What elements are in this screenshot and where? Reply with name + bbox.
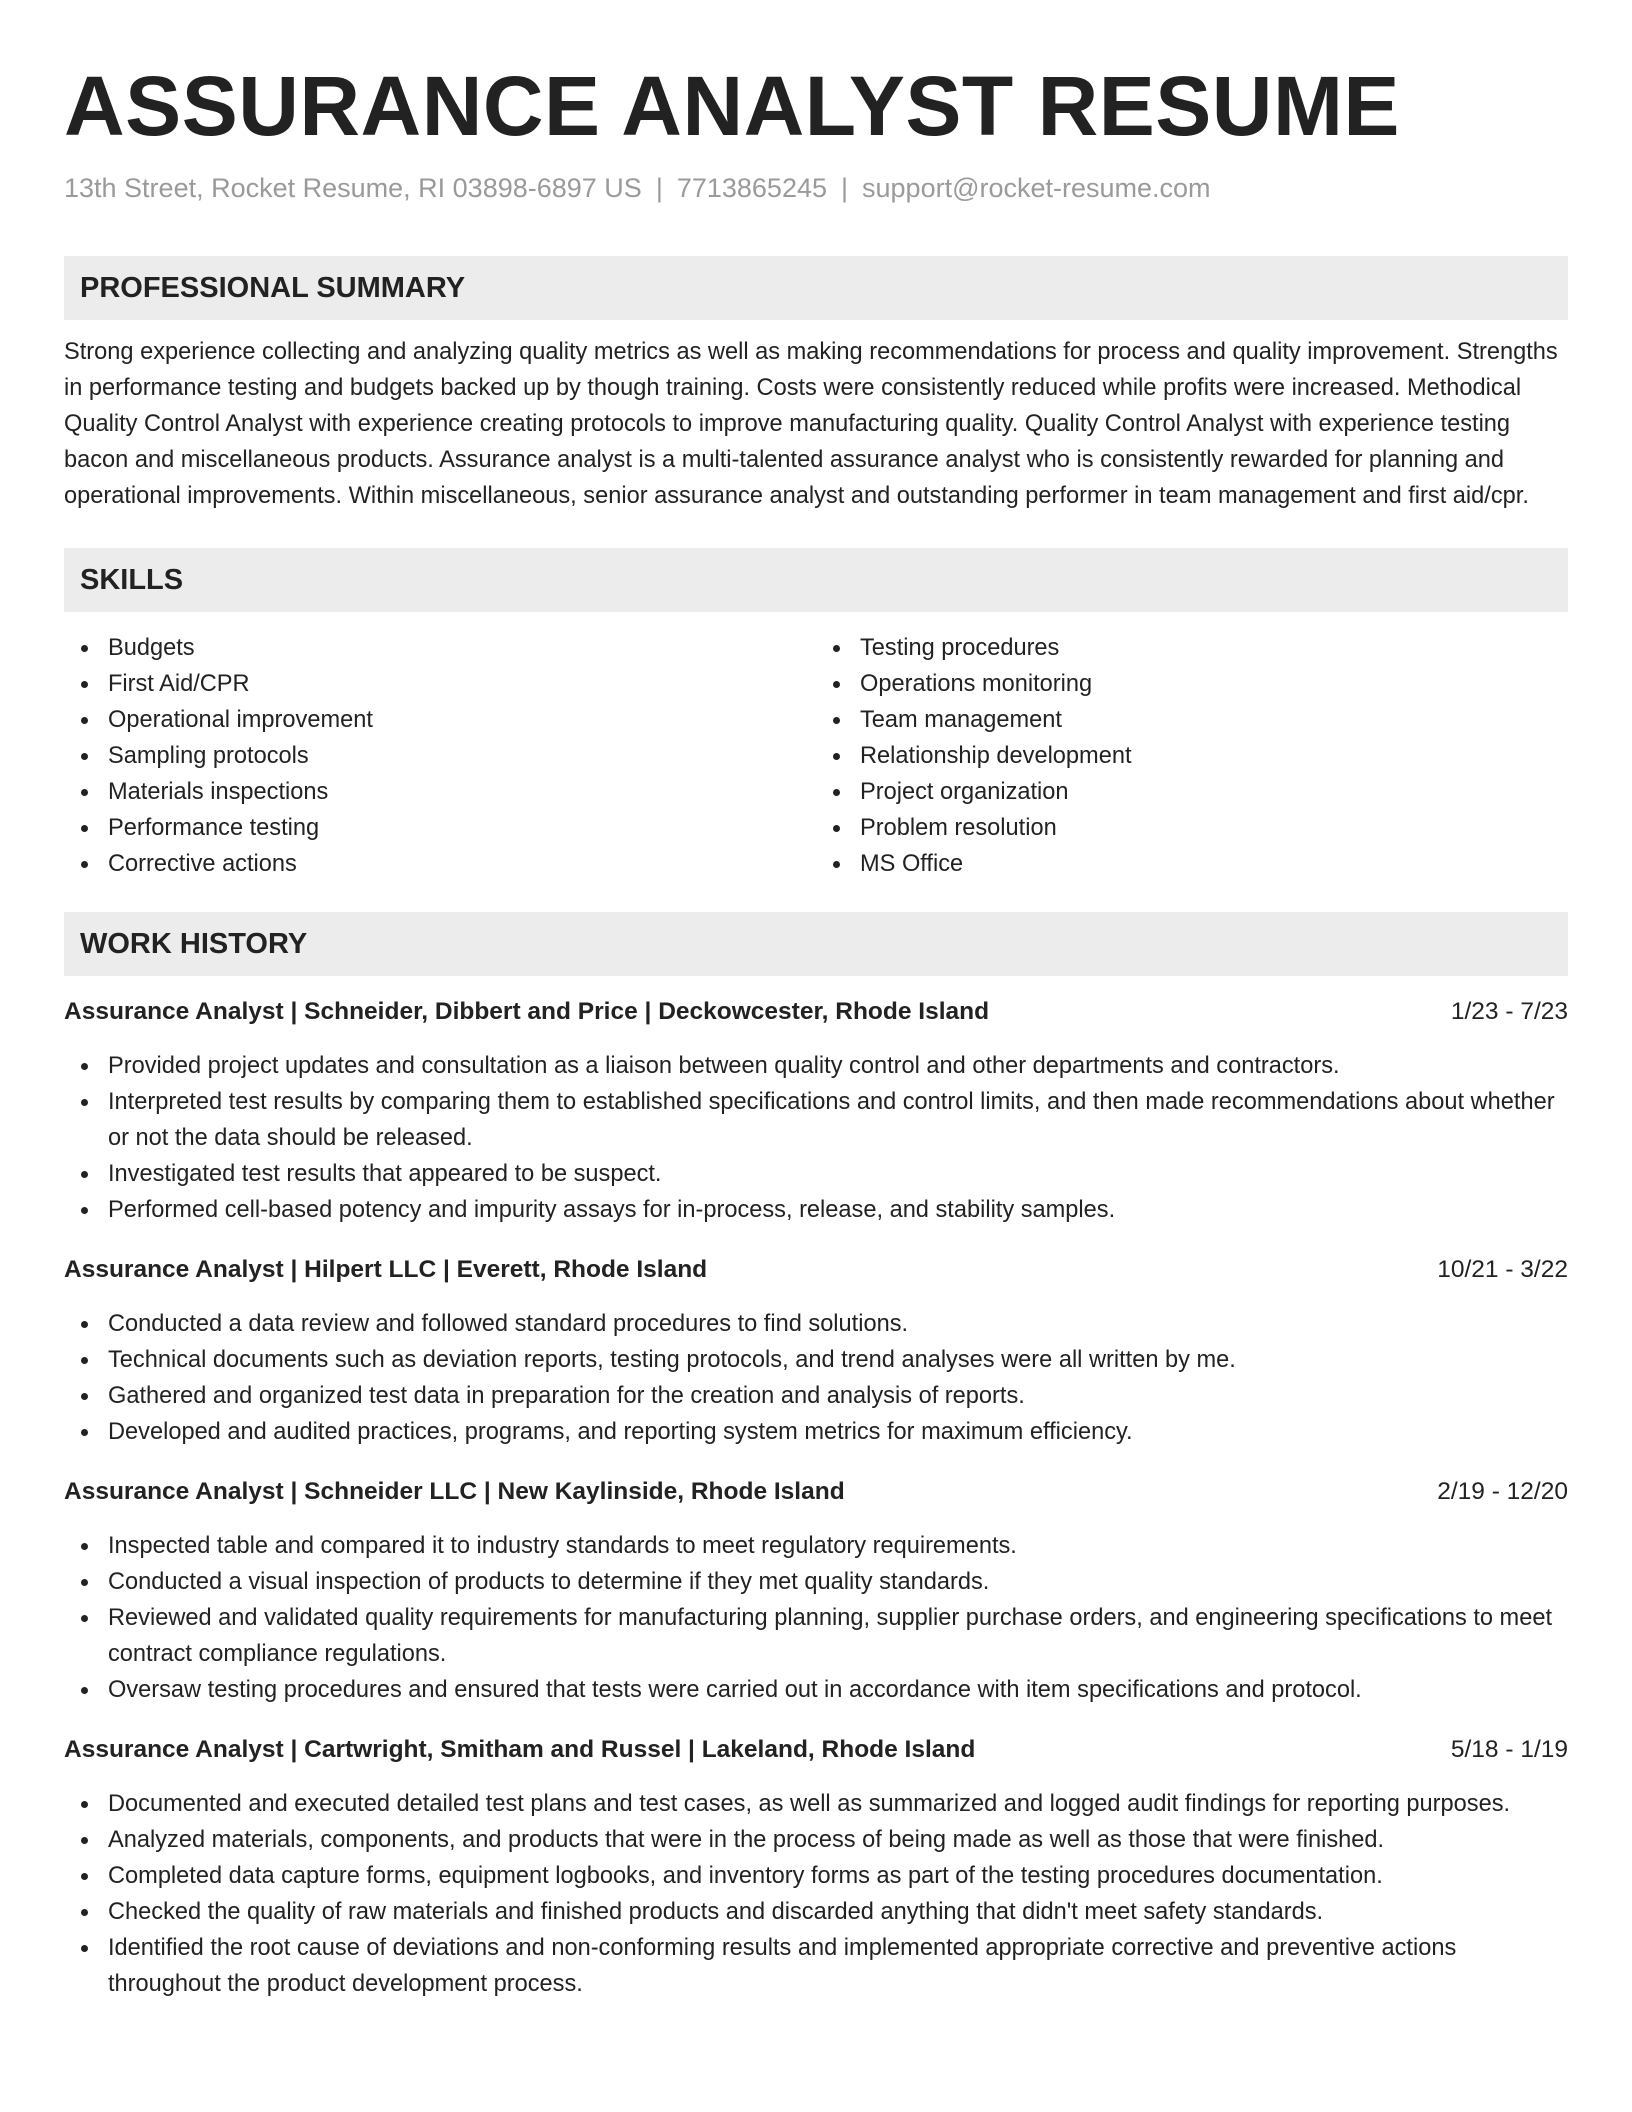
job-entry: [64, 1474, 1568, 1708]
skills-heading: SKILLS: [64, 548, 1568, 612]
job-entry: [64, 994, 1568, 1228]
contact-address: 13th Street, Rocket Resume, RI 03898-6897 US: [64, 173, 642, 203]
job-title: Assurance Analyst | Cartwright, Smitham and Russel | Lakeland, Rhode Island: [64, 1736, 976, 1763]
job-title: Assurance Analyst | Schneider LLC | New Kaylinside, Rhode Island: [64, 1478, 845, 1505]
job-dates: 2/19 - 12/20: [1437, 1478, 1568, 1505]
job-bullet: Oversaw testing procedures and ensured that tests were carried out in accordance with item specifications and protocol.: [64, 1672, 1568, 1708]
job-header: [64, 1252, 1568, 1288]
job-bullet: Technical documents such as deviation reports, testing protocols, and trend analyses were all written by me.: [64, 1342, 1568, 1378]
job-bullet: Investigated test results that appeared to be suspect.: [64, 1156, 1568, 1192]
skill-item: Problem resolution: [860, 810, 1568, 846]
job-bullet: Checked the quality of raw materials and finished products and discarded anything that didn't meet safety standards.: [64, 1894, 1568, 1930]
skill-item: Relationship development: [860, 738, 1568, 774]
skill-item: Performance testing: [108, 810, 816, 846]
contact-line: [64, 170, 1568, 206]
job-dates: 5/18 - 1/19: [1450, 1736, 1568, 1763]
job-bullet: Reviewed and validated quality requirements for manufacturing planning, supplier purchase orders, and engineering specifications to meet contract compliance regulations.: [64, 1600, 1568, 1672]
job-title: Assurance Analyst | Schneider, Dibbert and Price | Deckowcester, Rhode Island: [64, 998, 990, 1025]
contact-email: support@rocket-resume.com: [862, 173, 1211, 203]
contact-separator: |: [655, 173, 663, 203]
skills-column-left: [64, 630, 816, 882]
skill-item: Project organization: [860, 774, 1568, 810]
job-header: [64, 1474, 1568, 1510]
job-bullets: [64, 1048, 1568, 1228]
skill-item: Budgets: [108, 630, 816, 666]
job-header: [64, 994, 1568, 1030]
job-entry: [64, 1252, 1568, 1450]
job-bullets: [64, 1306, 1568, 1450]
job-bullet: Gathered and organized test data in preparation for the creation and analysis of reports.: [64, 1378, 1568, 1414]
skills-column-right: [816, 630, 1568, 882]
contact-phone: 7713865245: [676, 173, 827, 203]
skills-list: [64, 630, 1568, 882]
summary-text: Strong experience collecting and analyzing quality metrics as well as making recommendations for process and quality improvement. Strengths in performance testing and budgets backed up by though training. Costs were consistently reduced while profits were increased. Methodical Quality Control Analyst with experience creating protocols to improve manufacturing quality. Quality Control Analyst with experience testing bacon and miscellaneous products. Assurance analyst is a multi-talented assurance analyst who is consistently rewarded for planning and operational improvements. Within miscellaneous, senior assurance analyst and outstanding performer in team management and first aid/cpr.: [64, 339, 1558, 509]
job-bullet: Conducted a data review and followed standard procedures to find solutions.: [64, 1306, 1568, 1342]
work-history-heading: WORK HISTORY: [64, 912, 1568, 976]
resume-page: [64, 0, 1568, 2002]
job-bullet: Performed cell-based potency and impurity assays for in-process, release, and stability samples.: [64, 1192, 1568, 1228]
job-header: [64, 1732, 1568, 1768]
job-bullet: Documented and executed detailed test plans and test cases, as well as summarized and logged audit findings for reporting purposes.: [64, 1786, 1568, 1822]
job-dates: 1/23 - 7/23: [1450, 998, 1568, 1025]
skill-item: MS Office: [860, 846, 1568, 882]
resume-title: ASSURANCE ANALYST RESUME: [64, 59, 1400, 153]
skill-item: Team management: [860, 702, 1568, 738]
job-bullet: Analyzed materials, components, and products that were in the process of being made as well as those that were finished.: [64, 1822, 1568, 1858]
job-bullet: Completed data capture forms, equipment logbooks, and inventory forms as part of the testing procedures documentation.: [64, 1858, 1568, 1894]
contact-separator: |: [841, 173, 849, 203]
skill-item: Corrective actions: [108, 846, 816, 882]
skill-item: First Aid/CPR: [108, 666, 816, 702]
job-bullet: Identified the root cause of deviations and non-conforming results and implemented appropriate corrective and preventive actions throughout the product development process.: [64, 1930, 1568, 2002]
job-dates: 10/21 - 3/22: [1437, 1256, 1568, 1283]
job-entry: [64, 1732, 1568, 2002]
job-bullet: Interpreted test results by comparing them to established specifications and control limits, and then made recommendations about whether or not the data should be released.: [64, 1084, 1568, 1156]
skill-item: Operations monitoring: [860, 666, 1568, 702]
skill-item: Materials inspections: [108, 774, 816, 810]
job-bullets: [64, 1786, 1568, 2002]
summary-heading: PROFESSIONAL SUMMARY: [64, 256, 1568, 320]
job-bullet: Provided project updates and consultation as a liaison between quality control and other departments and contractors.: [64, 1048, 1568, 1084]
skill-item: Testing procedures: [860, 630, 1568, 666]
skill-item: Operational improvement: [108, 702, 816, 738]
job-bullet: Developed and audited practices, programs, and reporting system metrics for maximum efficiency.: [64, 1414, 1568, 1450]
job-bullet: Inspected table and compared it to industry standards to meet regulatory requirements.: [64, 1528, 1568, 1564]
job-bullets: [64, 1528, 1568, 1708]
skill-item: Sampling protocols: [108, 738, 816, 774]
job-bullet: Conducted a visual inspection of products to determine if they met quality standards.: [64, 1564, 1568, 1600]
job-title: Assurance Analyst | Hilpert LLC | Everett, Rhode Island: [64, 1256, 708, 1283]
